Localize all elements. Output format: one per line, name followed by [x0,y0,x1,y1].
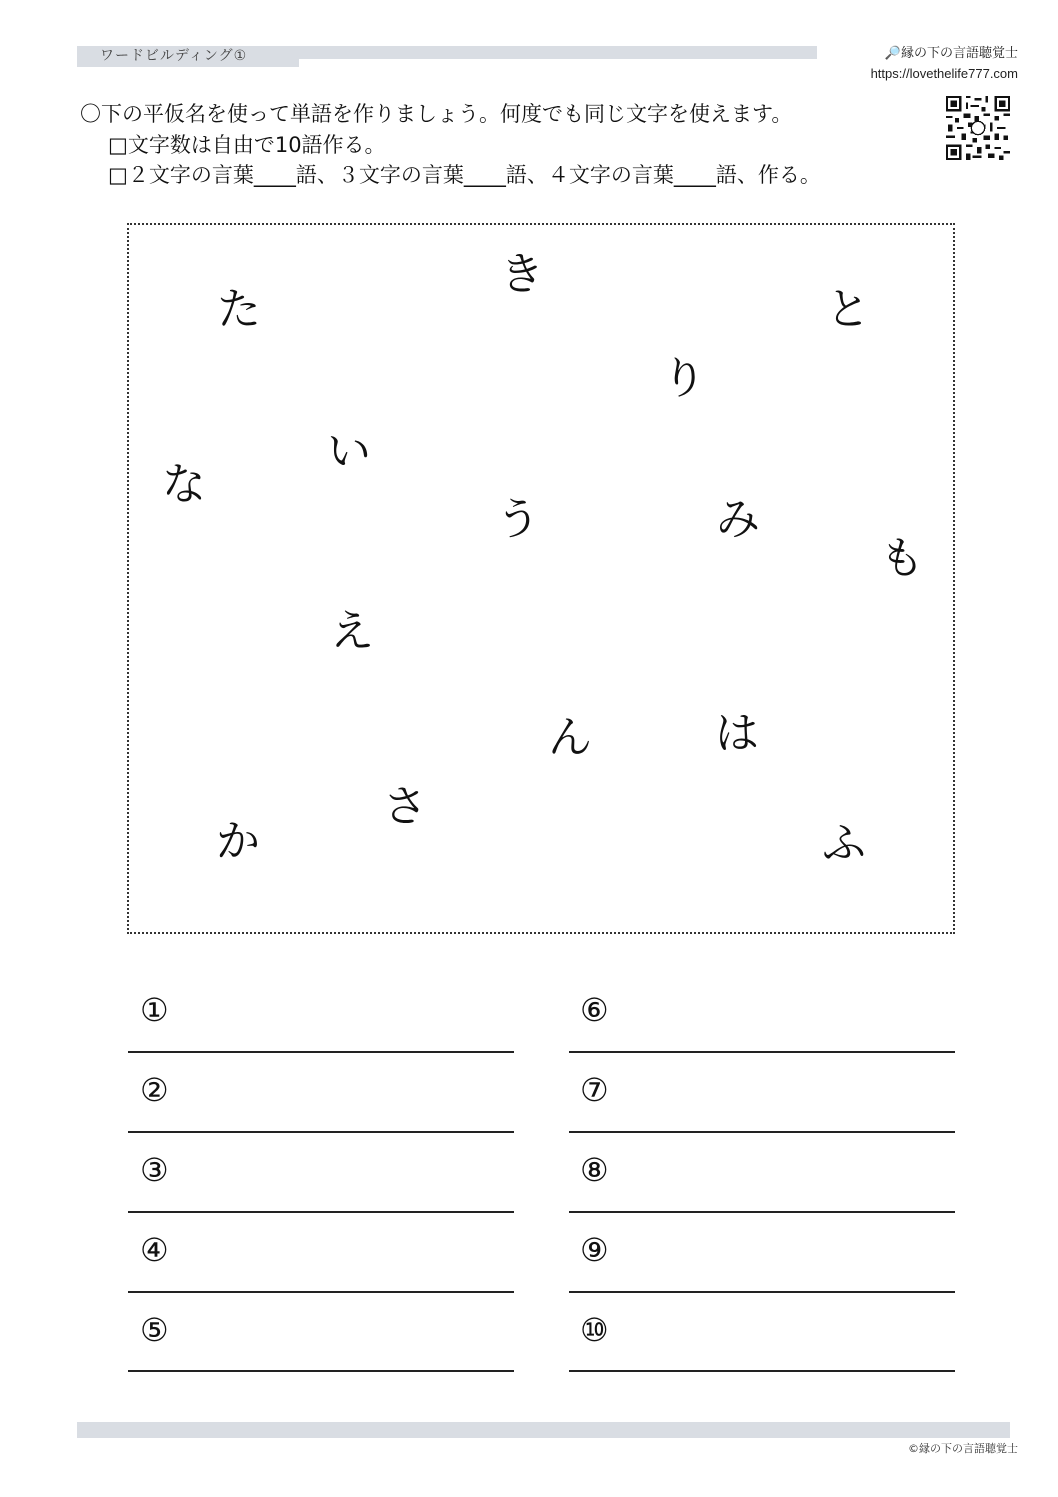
kana-letter: は [715,708,759,759]
footer-bar [77,1422,1010,1438]
qr-code-icon[interactable] [946,96,1010,160]
answer-line[interactable] [569,1211,955,1213]
answer-number: ② [140,1071,169,1109]
kana-letter: た [217,284,261,335]
instruction-word-lengths: □２文字の言葉____語、３文字の言葉____語、４文字の言葉____語、作る。 [108,163,821,187]
kana-letter: い [327,426,371,477]
answer-line[interactable] [569,1131,955,1133]
kana-letter: り [662,353,706,404]
copyright: ©縁の下の言語聴覚士 [908,1442,1018,1455]
brand-url[interactable]: https://lovethelife777.com [870,66,1018,81]
answer-line[interactable] [128,1370,514,1372]
brand-name: 🔎縁の下の言語聴覚士 [884,46,1018,61]
kana-letter: ふ [822,818,866,869]
instruction-main: 〇下の平仮名を使って単語を作りましょう。何度でも同じ文字を使えます。 [80,102,793,126]
answer-number: ⑤ [140,1311,169,1349]
kana-letter: も [880,533,924,584]
answer-line[interactable] [128,1131,514,1133]
answer-number: ⑦ [580,1071,609,1109]
answer-line[interactable] [128,1051,514,1053]
kana-letter: と [826,284,870,335]
answer-number: ⑧ [580,1151,609,1189]
answer-line[interactable] [569,1370,955,1372]
kana-letter: か [216,816,260,867]
answer-line[interactable] [128,1291,514,1293]
answer-number: ⑩ [580,1311,609,1349]
answer-number: ③ [140,1151,169,1189]
answer-number: ④ [140,1231,169,1269]
instruction-word-count: □文字数は自由で10語作る。 [108,133,386,157]
kana-letter: ん [548,712,592,763]
worksheet-title: ワードビルディング① [100,48,248,64]
kana-letter: う [496,494,540,545]
answer-line[interactable] [128,1211,514,1213]
answer-line[interactable] [569,1051,955,1053]
kana-letter: み [716,494,760,545]
answer-line[interactable] [569,1291,955,1293]
answer-number: ⑥ [580,991,609,1029]
answer-number: ① [140,991,169,1029]
kana-letter: き [500,249,544,300]
kana-letter: さ [383,781,427,832]
kana-letter: え [330,606,374,657]
kana-letter: な [162,459,206,510]
answer-number: ⑨ [580,1231,609,1269]
